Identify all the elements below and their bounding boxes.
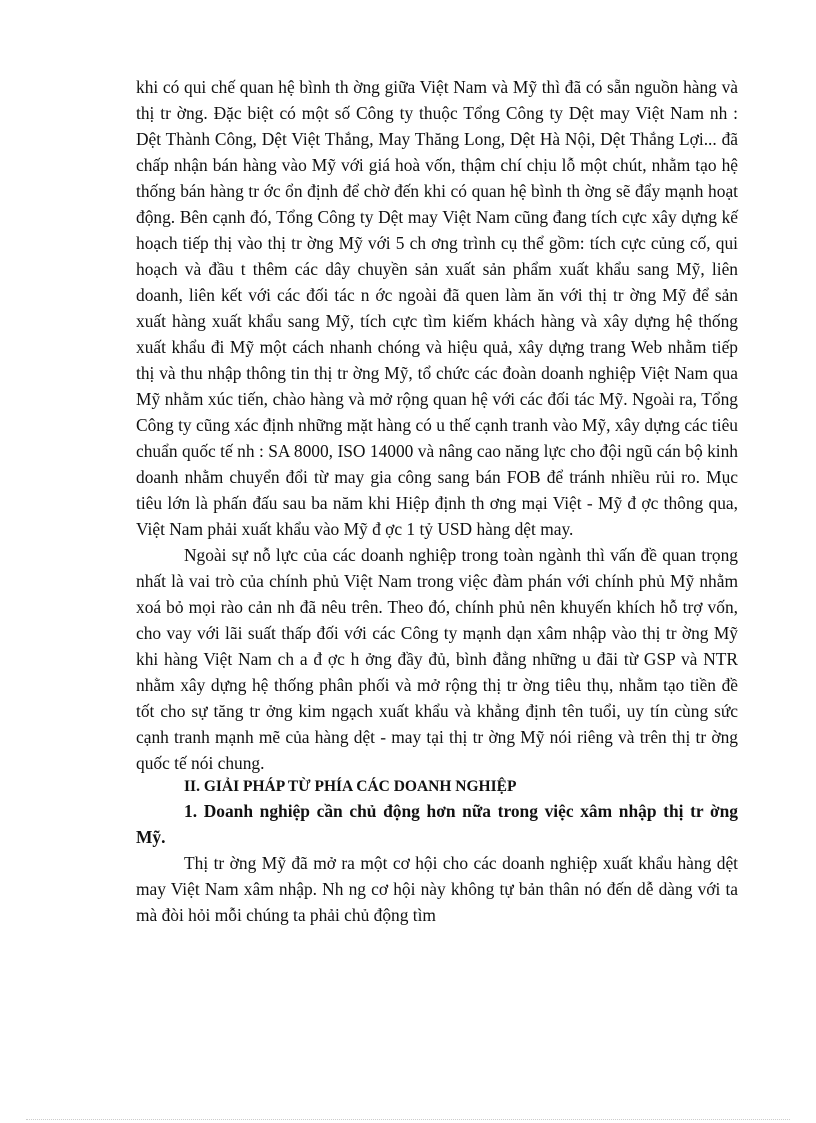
section-heading-ii: II. GIẢI PHÁP TỪ PHÍA CÁC DOANH NGHIỆP bbox=[184, 778, 517, 795]
body-paragraph-1: khi có qui chế quan hệ bình th ờng giữa Việt Nam và Mỹ thì đã có sẵn nguồn hàng và thị tr ờng. Đặc biệt có một số Công ty thuộc Tổng Công ty Dệt may Việt Nam nh : Dệt Thành Công, Dệt Việt Thắng, May Thăng Long, Dệt Hà Nội, Dệt Thắng Lợi... đã chấp nhận bán hàng vào Mỹ với giá hoà vốn, thậm chí chịu lỗ một chút, nhằm tạo hệ thống bán hàng tr ớc ổn định để chờ đến khi có quan hệ bình th ờng sẽ đẩy mạnh hoạt động. Bên cạnh đó, Tổng Công ty Dệt may Việt Nam cũng đang tích cực xây dựng kế hoạch tiếp thị vào thị tr ờng Mỹ với 5 ch ơng trình cụ thể gồm: tích cực củng cố, qui hoạch và đầu t thêm các dây chuyền sản xuất sản phẩm xuất khẩu sang Mỹ, liên doanh, liên kết với các đối tác n ớc ngoài đã quen làm ăn với thị tr ờng Mỹ để sản xuất hàng xuất khẩu sang Mỹ, tích cực tìm kiếm khách hàng và xây dựng hệ thống xuất khẩu đi Mỹ một cách nhanh chóng và hiệu quả, xây dựng trang Web nhằm tiếp thị và thu nhập thông tin thị tr ờng Mỹ, tổ chức các đoàn doanh nghiệp Việt Nam qua Mỹ nhằm xúc tiến, chào hàng và mở rộng quan hệ với các đối tác Mỹ. Ngoài ra, Tổng Công ty cũng xác định những mặt hàng có u thế cạnh tranh vào Mỹ, xây dựng các tiêu chuẩn quốc tế nh : SA 8000, ISO 14000 và nâng cao năng lực cho đội ngũ cán bộ kinh doanh nhằm chuyển đổi từ may gia công sang bán FOB để tránh nhiều rủi ro. Mục tiêu lớn là phấn đấu sau ba năm khi Hiệp định th ơng mại Việt - Mỹ đ ợc thông qua, Việt Nam phải xuất khẩu vào Mỹ đ ợc 1 tỷ USD hàng dệt may. bbox=[136, 77, 738, 539]
body-paragraph-3: Thị tr ờng Mỹ đã mở ra một cơ hội cho các doanh nghiệp xuất khẩu hàng dệt may Việt Nam xâm nhập. Nh ng cơ hội này không tự bản thân nó đến dễ dàng với ta mà đòi hỏi mỗi chúng ta phải chủ động tìm bbox=[136, 853, 738, 925]
subsection-heading-1: 1. Doanh nghiệp cần chủ động hơn nữa trong việc xâm nhập thị tr ờng Mỹ. bbox=[136, 801, 738, 847]
body-paragraph-2: Ngoài sự nỗ lực của các doanh nghiệp trong toàn ngành thì vấn đề quan trọng nhất là vai trò của chính phủ Việt Nam trong việc đàm phán với chính phủ Mỹ nhằm xoá bỏ mọi rào cản nh đã nêu trên. Theo đó, chính phủ nên khuyến khích hỗ trợ vốn, cho vay với lãi suất thấp đối với các Công ty mạnh dạn xâm nhập vào thị tr ờng Mỹ khi hàng Việt Nam ch a đ ợc h ởng đầy đủ, bình đẳng những u đãi từ GSP và NTR nhằm xây dựng hệ thống phân phối và mở rộng thị tr ờng tiêu thụ, nhằm tạo tiền đề tốt cho sự tăng tr ởng kim ngạch xuất khẩu và khẳng định tên tuổi, uy tín cùng sức cạnh tranh mạnh mẽ của hàng dệt - may tại thị tr ờng Mỹ nói riêng và trên thị tr ờng quốc tế nói chung. bbox=[136, 545, 738, 773]
page-content bbox=[136, 74, 738, 928]
footer-dotted-rule bbox=[26, 1119, 790, 1120]
